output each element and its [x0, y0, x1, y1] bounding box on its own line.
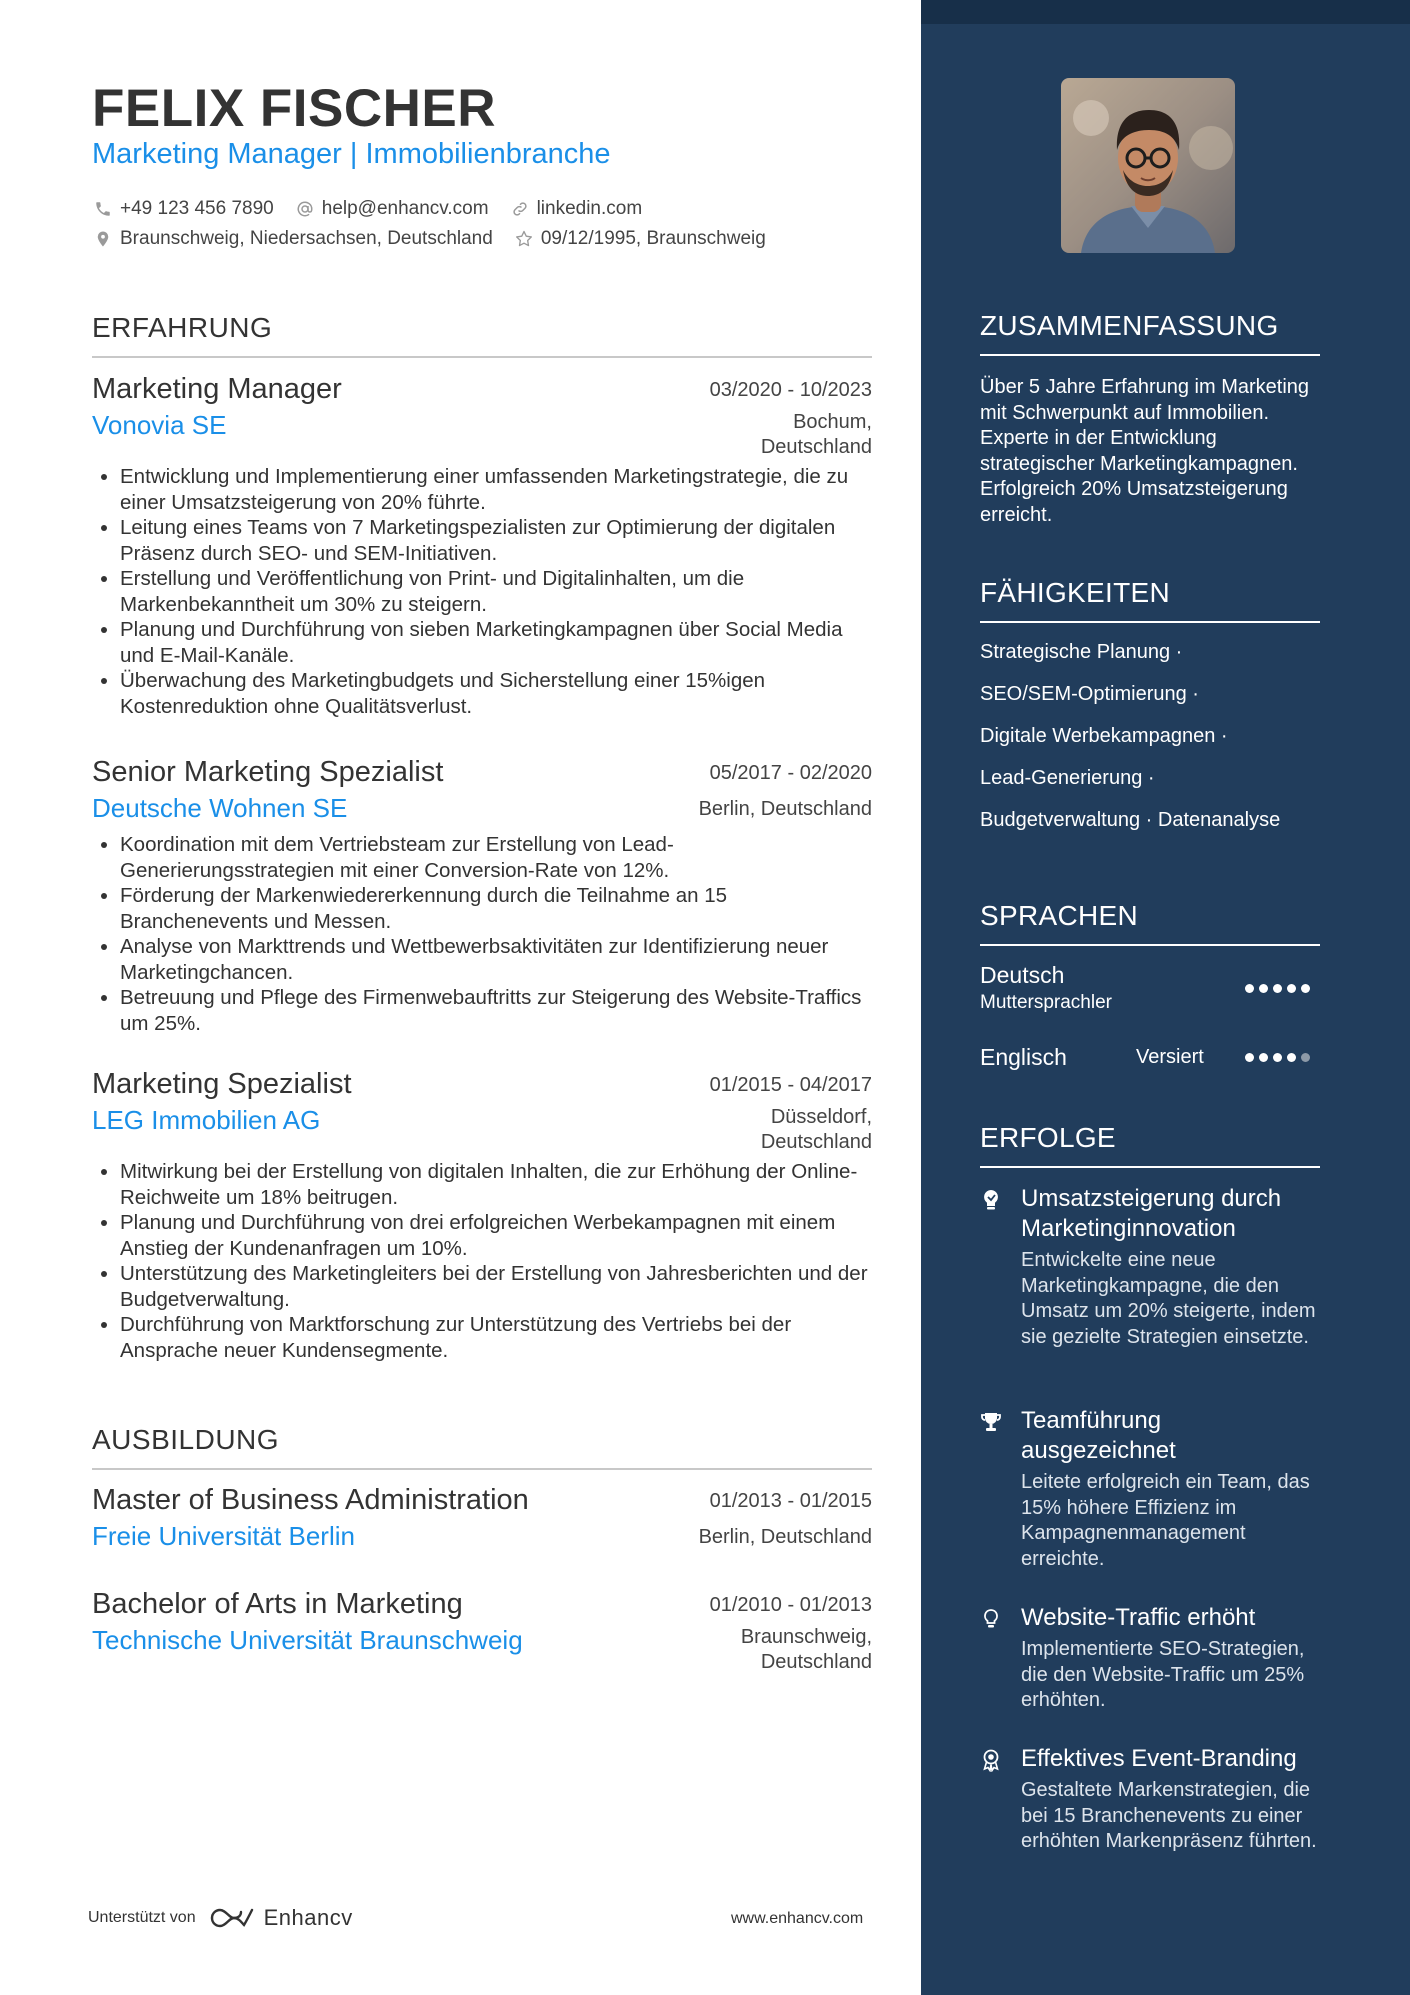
rating-dot — [1245, 1053, 1254, 1062]
link-icon — [509, 198, 531, 220]
contact-birth — [513, 228, 766, 250]
star-icon — [513, 228, 535, 250]
bullet: • Durchführung von Marktforschung zur Unterstützung des Vertriebs bei der Ansprache neuer Kundensegmente. — [120, 1312, 872, 1363]
achievement-item — [980, 1406, 1320, 1572]
enhancv-logo-icon — [208, 1905, 256, 1931]
powered-by-text: Unterstützt von — [88, 1909, 196, 1926]
contact-location — [92, 228, 493, 250]
enhancv-brand: Enhancv — [263, 1905, 353, 1930]
achievement-item — [980, 1603, 1320, 1714]
education-entry-1 — [92, 1484, 872, 1552]
experience-entry-1 — [92, 373, 872, 719]
company-name: LEG Immobilien AG — [92, 1105, 321, 1135]
rating-dot — [1273, 1053, 1282, 1062]
achievement-description: Implementierte SEO-Strategien, die den Website-Traffic um 25% erhöhten. — [1021, 1638, 1305, 1711]
job-bullets — [92, 464, 872, 719]
contact-email[interactable] — [294, 198, 489, 220]
language-name: Deutsch — [980, 962, 1065, 988]
summary-text: Über 5 Jahre Erfahrung im Marketing mit Schwerpunkt auf Immobilien. Experte in der Entwicklung strategischer Marketingkampagnen. Erfolgreich 20% Umsatzsteigerung erreicht. — [980, 376, 1310, 526]
rating-dot — [1287, 1053, 1296, 1062]
achievement-description: Leitete erfolgreich ein Team, das 15% höhere Effizienz im Kampagnenmanagement erreichte. — [1021, 1471, 1310, 1570]
section-title-skills: FÄHIGKEITEN — [980, 577, 1320, 623]
achievement-title: Effektives Event-Branding — [1021, 1745, 1297, 1772]
birth-text: 09/12/1995, Braunschweig — [540, 228, 766, 249]
achievement-title: Website-Traffic erhöht — [1021, 1604, 1256, 1631]
job-title: Marketing Spezialist — [92, 1068, 352, 1100]
candidate-headline: Marketing Manager | Immobilienbranche — [92, 138, 611, 170]
job-bullets — [92, 1159, 872, 1363]
trophy-icon — [980, 1410, 1002, 1434]
education-dates: 01/2013 - 01/2015 — [709, 1490, 872, 1512]
location-text: Braunschweig, Niedersachsen, Deutschland — [120, 228, 493, 249]
section-title-achievements: ERFOLGE — [980, 1122, 1320, 1168]
footer-url[interactable]: www.enhancv.com — [731, 1910, 864, 1927]
bullet: • Überwachung des Marketingbudgets und Sicherstellung einer 15%igen Kostenreduktion ohne Qualitätsverlust. — [120, 668, 872, 719]
email-text: help@enhancv.com — [321, 198, 489, 219]
education-dates: 01/2010 - 01/2013 — [709, 1594, 872, 1616]
bullet: • Planung und Durchführung von drei erfolgreichen Werbekampagnen mit einem Anstieg der Kundenanfragen um 10%. — [120, 1210, 872, 1261]
school-name: Freie Universität Berlin — [92, 1521, 355, 1551]
rating-dot — [1273, 984, 1282, 993]
section-title-experience: ERFAHRUNG — [92, 312, 872, 358]
skill-item: Lead-Generierung · — [980, 767, 1155, 789]
experience-entry-3 — [92, 1068, 872, 1363]
bullet: • Unterstützung des Marketingleiters bei der Erstellung von Jahresberichten und der Budgetverwaltung. — [120, 1261, 872, 1312]
job-location: Berlin, Deutschland — [698, 798, 872, 820]
achievement-description: Gestaltete Markenstrategien, die bei 15 Branchenevents zu einer erhöhten Markenpräsenz führten. — [1021, 1779, 1317, 1852]
bullet: • Betreuung und Pflege des Firmenwebauftritts zur Steigerung des Website-Traffics um 25%. — [120, 985, 872, 1036]
job-dates: 01/2015 - 04/2017 — [709, 1074, 872, 1096]
job-dates: 03/2020 - 10/2023 — [709, 379, 872, 401]
bullet: • Analyse von Markttrends und Wettbewerbsaktivitäten zur Identifizierung neuer Marketingchancen. — [120, 934, 872, 985]
job-bullets — [92, 832, 872, 1036]
job-title: Marketing Manager — [92, 373, 342, 405]
education-location: Braunschweig, Deutschland — [740, 1626, 872, 1673]
at-icon — [294, 198, 316, 220]
degree-title: Bachelor of Arts in Marketing — [92, 1588, 463, 1620]
rating-dot — [1259, 1053, 1268, 1062]
linkedin-text: linkedin.com — [536, 198, 643, 219]
company-name: Deutsche Wohnen SE — [92, 793, 348, 823]
section-title-summary: ZUSAMMENFASSUNG — [980, 310, 1320, 356]
education-location: Berlin, Deutschland — [698, 1526, 872, 1548]
contact-phone[interactable] — [92, 198, 274, 220]
award-icon — [980, 1748, 1002, 1772]
language-rating — [1245, 1053, 1315, 1062]
section-title-education: AUSBILDUNG — [92, 1424, 872, 1470]
contact-info — [92, 194, 872, 254]
rating-dot — [1301, 984, 1310, 993]
rating-dot — [1301, 1053, 1310, 1062]
school-name: Technische Universität Braunschweig — [92, 1625, 523, 1655]
bullet: • Leitung eines Teams von 7 Marketingspezialisten zur Optimierung der digitalen Präsenz durch SEO- und SEM-Initiativen. — [120, 515, 872, 566]
bullet: • Mitwirkung bei der Erstellung von digitalen Inhalten, die zur Erhöhung der Online-Reichweite um 18% beitrugen. — [120, 1159, 872, 1210]
lightbulb-icon — [980, 1188, 1002, 1212]
phone-icon — [92, 198, 114, 220]
job-location: Bochum, Deutschland — [760, 411, 872, 458]
phone-text: +49 123 456 7890 — [120, 198, 274, 219]
bullet: • Planung und Durchführung von sieben Marketingkampagnen über Social Media und E-Mail-Kanäle. — [120, 617, 872, 668]
sidebar-top-bar — [921, 0, 1410, 24]
section-title-languages: SPRACHEN — [980, 900, 1320, 946]
education-entry-2 — [92, 1588, 872, 1675]
contact-linkedin[interactable] — [509, 198, 643, 220]
skill-item: Budgetverwaltung · Datenanalyse — [980, 809, 1281, 831]
bullet: • Koordination mit dem Vertriebsteam zur Erstellung von Lead-Generierungsstrategien mit einer Conversion-Rate von 12%. — [120, 832, 872, 883]
achievement-item — [980, 1184, 1320, 1350]
experience-entry-2 — [92, 756, 872, 1036]
bullet: • Förderung der Markenwiedererkennung durch die Teilnahme an 15 Branchenevents und Messen. — [120, 883, 872, 934]
sidebar — [921, 0, 1410, 1995]
job-location: Düsseldorf, Deutschland — [760, 1106, 872, 1153]
language-rating — [1245, 984, 1315, 993]
language-name: Englisch — [980, 1044, 1067, 1070]
language-level: Muttersprachler — [980, 992, 1112, 1013]
rating-dot — [1259, 984, 1268, 993]
rating-dot — [1245, 984, 1254, 993]
job-title: Senior Marketing Spezialist — [92, 756, 444, 788]
bulb-icon — [980, 1607, 1002, 1631]
language-level: Versiert — [1136, 1046, 1204, 1068]
skill-item: Strategische Planung · — [980, 641, 1183, 663]
skill-item: SEO/SEM-Optimierung · — [980, 683, 1199, 705]
location-pin-icon — [92, 228, 114, 250]
degree-title: Master of Business Administration — [92, 1484, 529, 1516]
candidate-name: FELIX FISCHER — [92, 79, 497, 138]
rating-dot — [1287, 984, 1296, 993]
footer-powered-by — [88, 1905, 353, 1931]
achievement-title: Teamführung ausgezeichnet — [1021, 1407, 1176, 1464]
skill-item: Digitale Werbekampagnen · — [980, 725, 1228, 747]
profile-photo — [1061, 78, 1235, 253]
company-name: Vonovia SE — [92, 410, 227, 440]
achievement-description: Entwickelte eine neue Marketingkampagne, die den Umsatz um 20% steigerte, indem sie gezielte Strategien einsetzte. — [1021, 1249, 1316, 1348]
achievement-title: Umsatzsteigerung durch Marketinginnovation — [1021, 1185, 1282, 1242]
bullet: • Erstellung und Veröffentlichung von Print- und Digitalinhalten, um die Markenbekanntheit um 30% zu steigern. — [120, 566, 872, 617]
achievement-item — [980, 1744, 1320, 1855]
job-dates: 05/2017 - 02/2020 — [709, 762, 872, 784]
bullet: • Entwicklung und Implementierung einer umfassenden Marketingstrategie, die zu einer Umsatzsteigerung von 20% führte. — [120, 464, 872, 515]
